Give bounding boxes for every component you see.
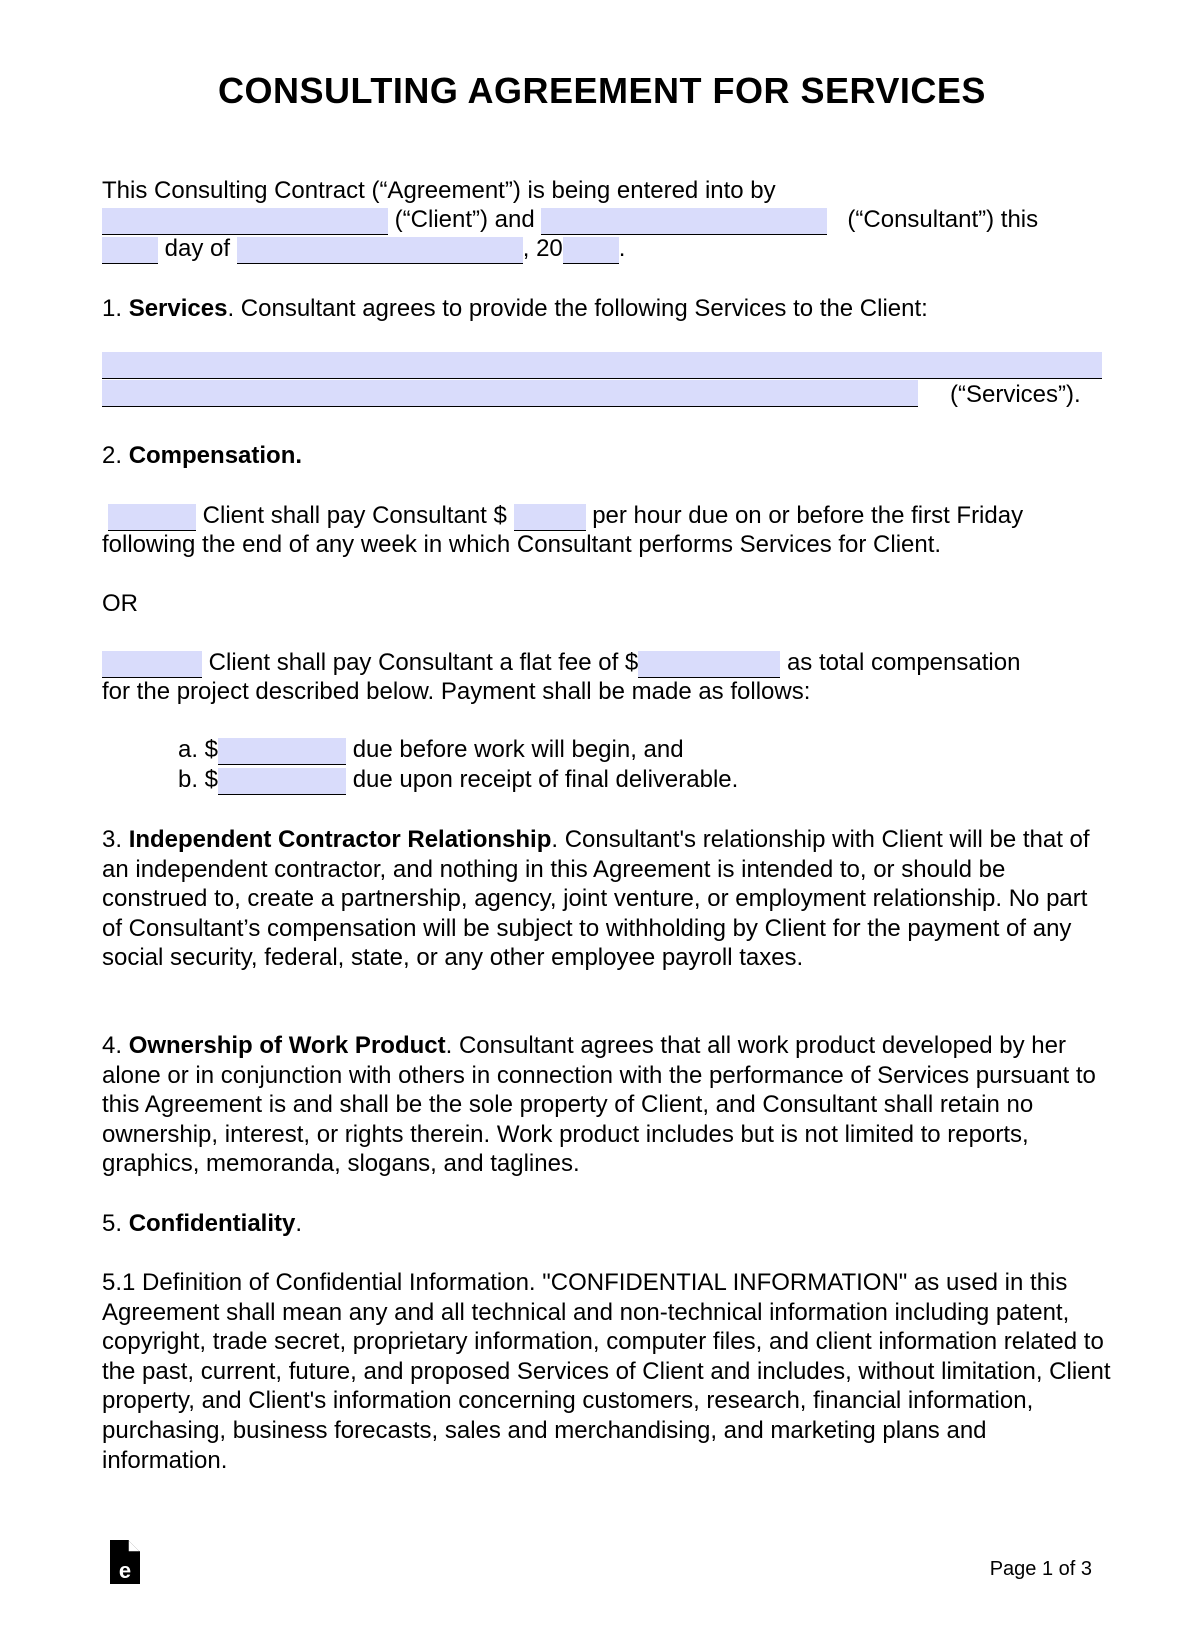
payment-item-a — [178, 735, 684, 765]
section-5-number: 5. — [102, 1210, 129, 1237]
eforms-logo-letter: e — [118, 1558, 132, 1583]
section-1-heading: Services — [128, 295, 228, 322]
section-3-paragraph — [102, 825, 1112, 973]
section-3-text: . Consultant's relationship with Client will be that of an independent contractor, and nothing in this Agreement is intended to, or should be construed to, create a partnership, agency, joint venture, or employment relationship. No part of Consultant’s compensation will be subject to withholding by Client for the payment of any social security, federal, state, or any other employee payroll taxes. — [102, 826, 1090, 972]
hourly-option-text-a: Client shall pay Consultant $ — [202, 502, 507, 529]
hourly-option-line-1 — [108, 501, 1023, 531]
or-label: OR — [102, 590, 138, 617]
day-field[interactable] — [102, 237, 158, 264]
services-field-2[interactable] — [102, 380, 918, 407]
section-4-number: 4. — [102, 1032, 129, 1059]
hourly-rate-field[interactable] — [514, 504, 586, 531]
services-suffix: (“Services”). — [950, 381, 1081, 408]
section-4-paragraph — [102, 1031, 1112, 1179]
document-title: CONSULTING AGREEMENT FOR SERVICES — [218, 70, 986, 111]
payment-item-b — [178, 765, 738, 795]
payment-b-amount-field[interactable] — [218, 768, 346, 795]
section-1-heading-line — [102, 294, 928, 324]
eforms-logo-icon — [110, 1540, 140, 1589]
payment-a-amount-field[interactable] — [218, 738, 346, 765]
section-1-number: 1. — [102, 295, 129, 322]
year-field[interactable] — [563, 237, 619, 264]
consultant-label: (“Consultant”) this — [847, 206, 1039, 233]
section-3-heading: Independent Contractor Relationship — [128, 826, 552, 853]
payment-item-b-text: due upon receipt of final deliverable. — [352, 766, 739, 793]
section-4-heading: Ownership of Work Product — [128, 1032, 446, 1059]
day-of-label: day of — [164, 235, 231, 262]
section-5-heading: Confidentiality — [128, 1210, 296, 1237]
hourly-option-text-b: per hour due on or before the first Friday — [592, 502, 1024, 529]
flat-fee-option-line-2: for the project described below. Payment shall be made as follows: — [102, 678, 811, 705]
flat-fee-option-check-field[interactable] — [102, 651, 202, 678]
flat-fee-option-line-1 — [102, 648, 1020, 678]
client-name-field[interactable] — [102, 208, 388, 235]
section-2-heading-line — [102, 441, 302, 471]
intro-period: . — [618, 235, 626, 262]
payment-item-b-label: b. $ — [178, 766, 219, 793]
intro-line-3 — [102, 234, 625, 264]
section-4-text: . Consultant agrees that all work product developed by her alone or in conjunction with others in connection with the performance of Services pursuant to this Agreement is and shall be the sole property of Client, and Consultant shall retain no ownership, interest, or rights therein. Work product includes but is not limited to reports, graphics, memoranda, slogans, and taglines. — [102, 1032, 1096, 1178]
section-5-1-paragraph: 5.1 Definition of Confidential Information. "CONFIDENTIAL INFORMATION" as used in this Agreement shall mean any and all technical and non-technical information including patent, copyright, trade secret, proprietary information, computer files, and client information related to the past, current, future, and proposed Services of Client and includes, without limitation, Client property, and Client's information concerning customers, research, financial information, purchasing, business forecasts, sales and merchandising, and marketing plans and information. — [102, 1269, 1111, 1474]
month-field[interactable] — [237, 237, 523, 264]
section-1-text: . Consultant agrees to provide the following Services to the Client: — [227, 295, 928, 322]
section-2-number: 2. — [102, 442, 129, 469]
section-5-heading-line — [102, 1209, 302, 1239]
client-label: (“Client”) and — [394, 206, 535, 233]
flat-fee-option-text-a: Client shall pay Consultant a flat fee of $ — [208, 649, 639, 676]
hourly-option-check-field[interactable] — [108, 504, 196, 531]
flat-fee-option-text-b: as total compensation — [786, 649, 1021, 676]
payment-item-a-label: a. $ — [178, 736, 219, 763]
year-prefix: , 20 — [522, 235, 563, 262]
intro-line-1: This Consulting Contract (“Agreement”) is being entered into by — [102, 177, 776, 204]
flat-fee-amount-field[interactable] — [638, 651, 780, 678]
section-3-number: 3. — [102, 826, 129, 853]
section-2-heading: Compensation. — [128, 442, 303, 469]
payment-item-a-text: due before work will begin, and — [352, 736, 684, 763]
hourly-option-line-2: following the end of any week in which Consultant performs Services for Client. — [102, 531, 942, 558]
intro-line-2 — [102, 205, 1038, 235]
consultant-name-field[interactable] — [541, 208, 827, 235]
services-field-1[interactable] — [102, 352, 1102, 379]
section-5-period: . — [295, 1210, 303, 1237]
page-number: Page 1 of 3 — [989, 1558, 1092, 1580]
